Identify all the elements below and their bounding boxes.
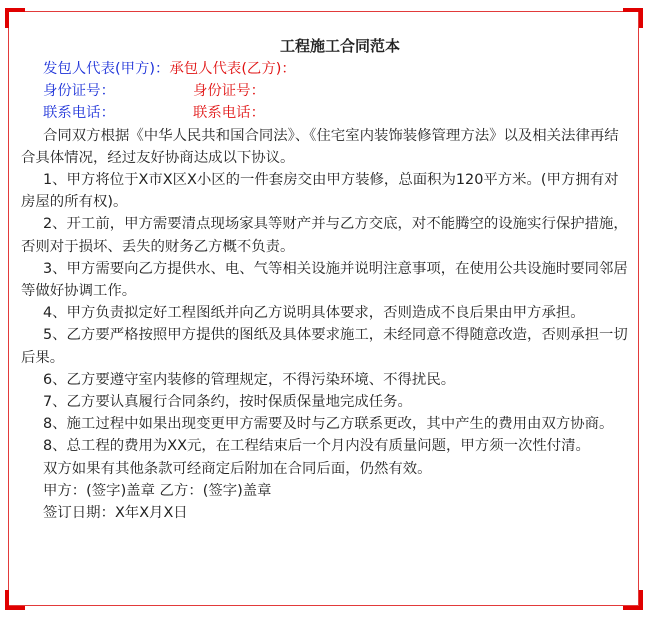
corner-decoration-top-left bbox=[5, 8, 25, 28]
phone-row bbox=[21, 102, 629, 124]
signature-line: 甲方：(签字)盖章 乙方：(签字)盖章 bbox=[43, 482, 272, 499]
corner-decoration-bottom-left bbox=[5, 590, 25, 610]
id-number-row bbox=[21, 80, 629, 102]
party-b-id-label: 身份证号： bbox=[193, 83, 265, 100]
party-a-phone-label: 联系电话： bbox=[43, 105, 115, 122]
signing-date: 签订日期：X年X月X日 bbox=[43, 505, 188, 522]
party-a-id-label: 身份证号： bbox=[43, 83, 115, 100]
clause-1: 1、甲方将位于X市X区X小区的一件套房交由甲方装修，总面积为120平方米。(甲方拥有对房屋的所有权)。 bbox=[21, 172, 619, 211]
clause-3: 3、甲方需要向乙方提供水、电、气等相关设施并说明注意事项，在使用公共设施时要同邻居等做好协调工作。 bbox=[21, 260, 628, 300]
party-b-phone-label: 联系电话： bbox=[193, 105, 265, 122]
clause-2: 2、开工前，甲方需要清点现场家具等财产并与乙方交底，对不能腾空的设施实行保护措施，否则对于损坏、丢失的财务乙方概不负责。 bbox=[21, 216, 628, 255]
clause-8-payment: 8、总工程的费用为XX元，在工程结束后一个月内没有质量问题，甲方须一次性付清。 bbox=[43, 438, 590, 455]
corner-decoration-top-right bbox=[623, 8, 643, 28]
contract-body bbox=[21, 34, 629, 524]
clause-7: 7、乙方要认真履行合同条约，按时保质保量地完成任务。 bbox=[43, 394, 412, 411]
document-title: 工程施工合同范本 bbox=[279, 37, 400, 55]
additional-terms-paragraph: 双方如果有其他条款可经商定后附加在合同后面，仍然有效。 bbox=[43, 460, 432, 477]
party-b-representative-label: 承包人代表(乙方)： bbox=[169, 61, 296, 77]
preamble-paragraph: 合同双方根据《中华人民共和国合同法》、《住宅室内装饰装修管理方法》以及相关法律再结合具体情况，经过友好协商达成以下协议。 bbox=[21, 127, 619, 166]
clause-5: 5、乙方要严格按照甲方提供的图纸及具体要求施工，未经同意不得随意改造，否则承担一切后果。 bbox=[21, 327, 628, 366]
corner-decoration-bottom-right bbox=[623, 590, 643, 610]
representatives-row bbox=[21, 58, 629, 80]
clause-4: 4、甲方负责拟定好工程图纸并向乙方说明具体要求，否则造成不良后果由甲方承担。 bbox=[43, 305, 585, 322]
clause-6: 6、乙方要遵守室内装修的管理规定，不得污染环境、不得扰民。 bbox=[43, 371, 456, 388]
clause-8-changes: 8、施工过程中如果出现变更甲方需要及时与乙方联系更改，其中产生的费用由双方协商。 bbox=[43, 416, 614, 433]
party-a-representative-label: 发包人代表(甲方)： bbox=[43, 61, 170, 77]
